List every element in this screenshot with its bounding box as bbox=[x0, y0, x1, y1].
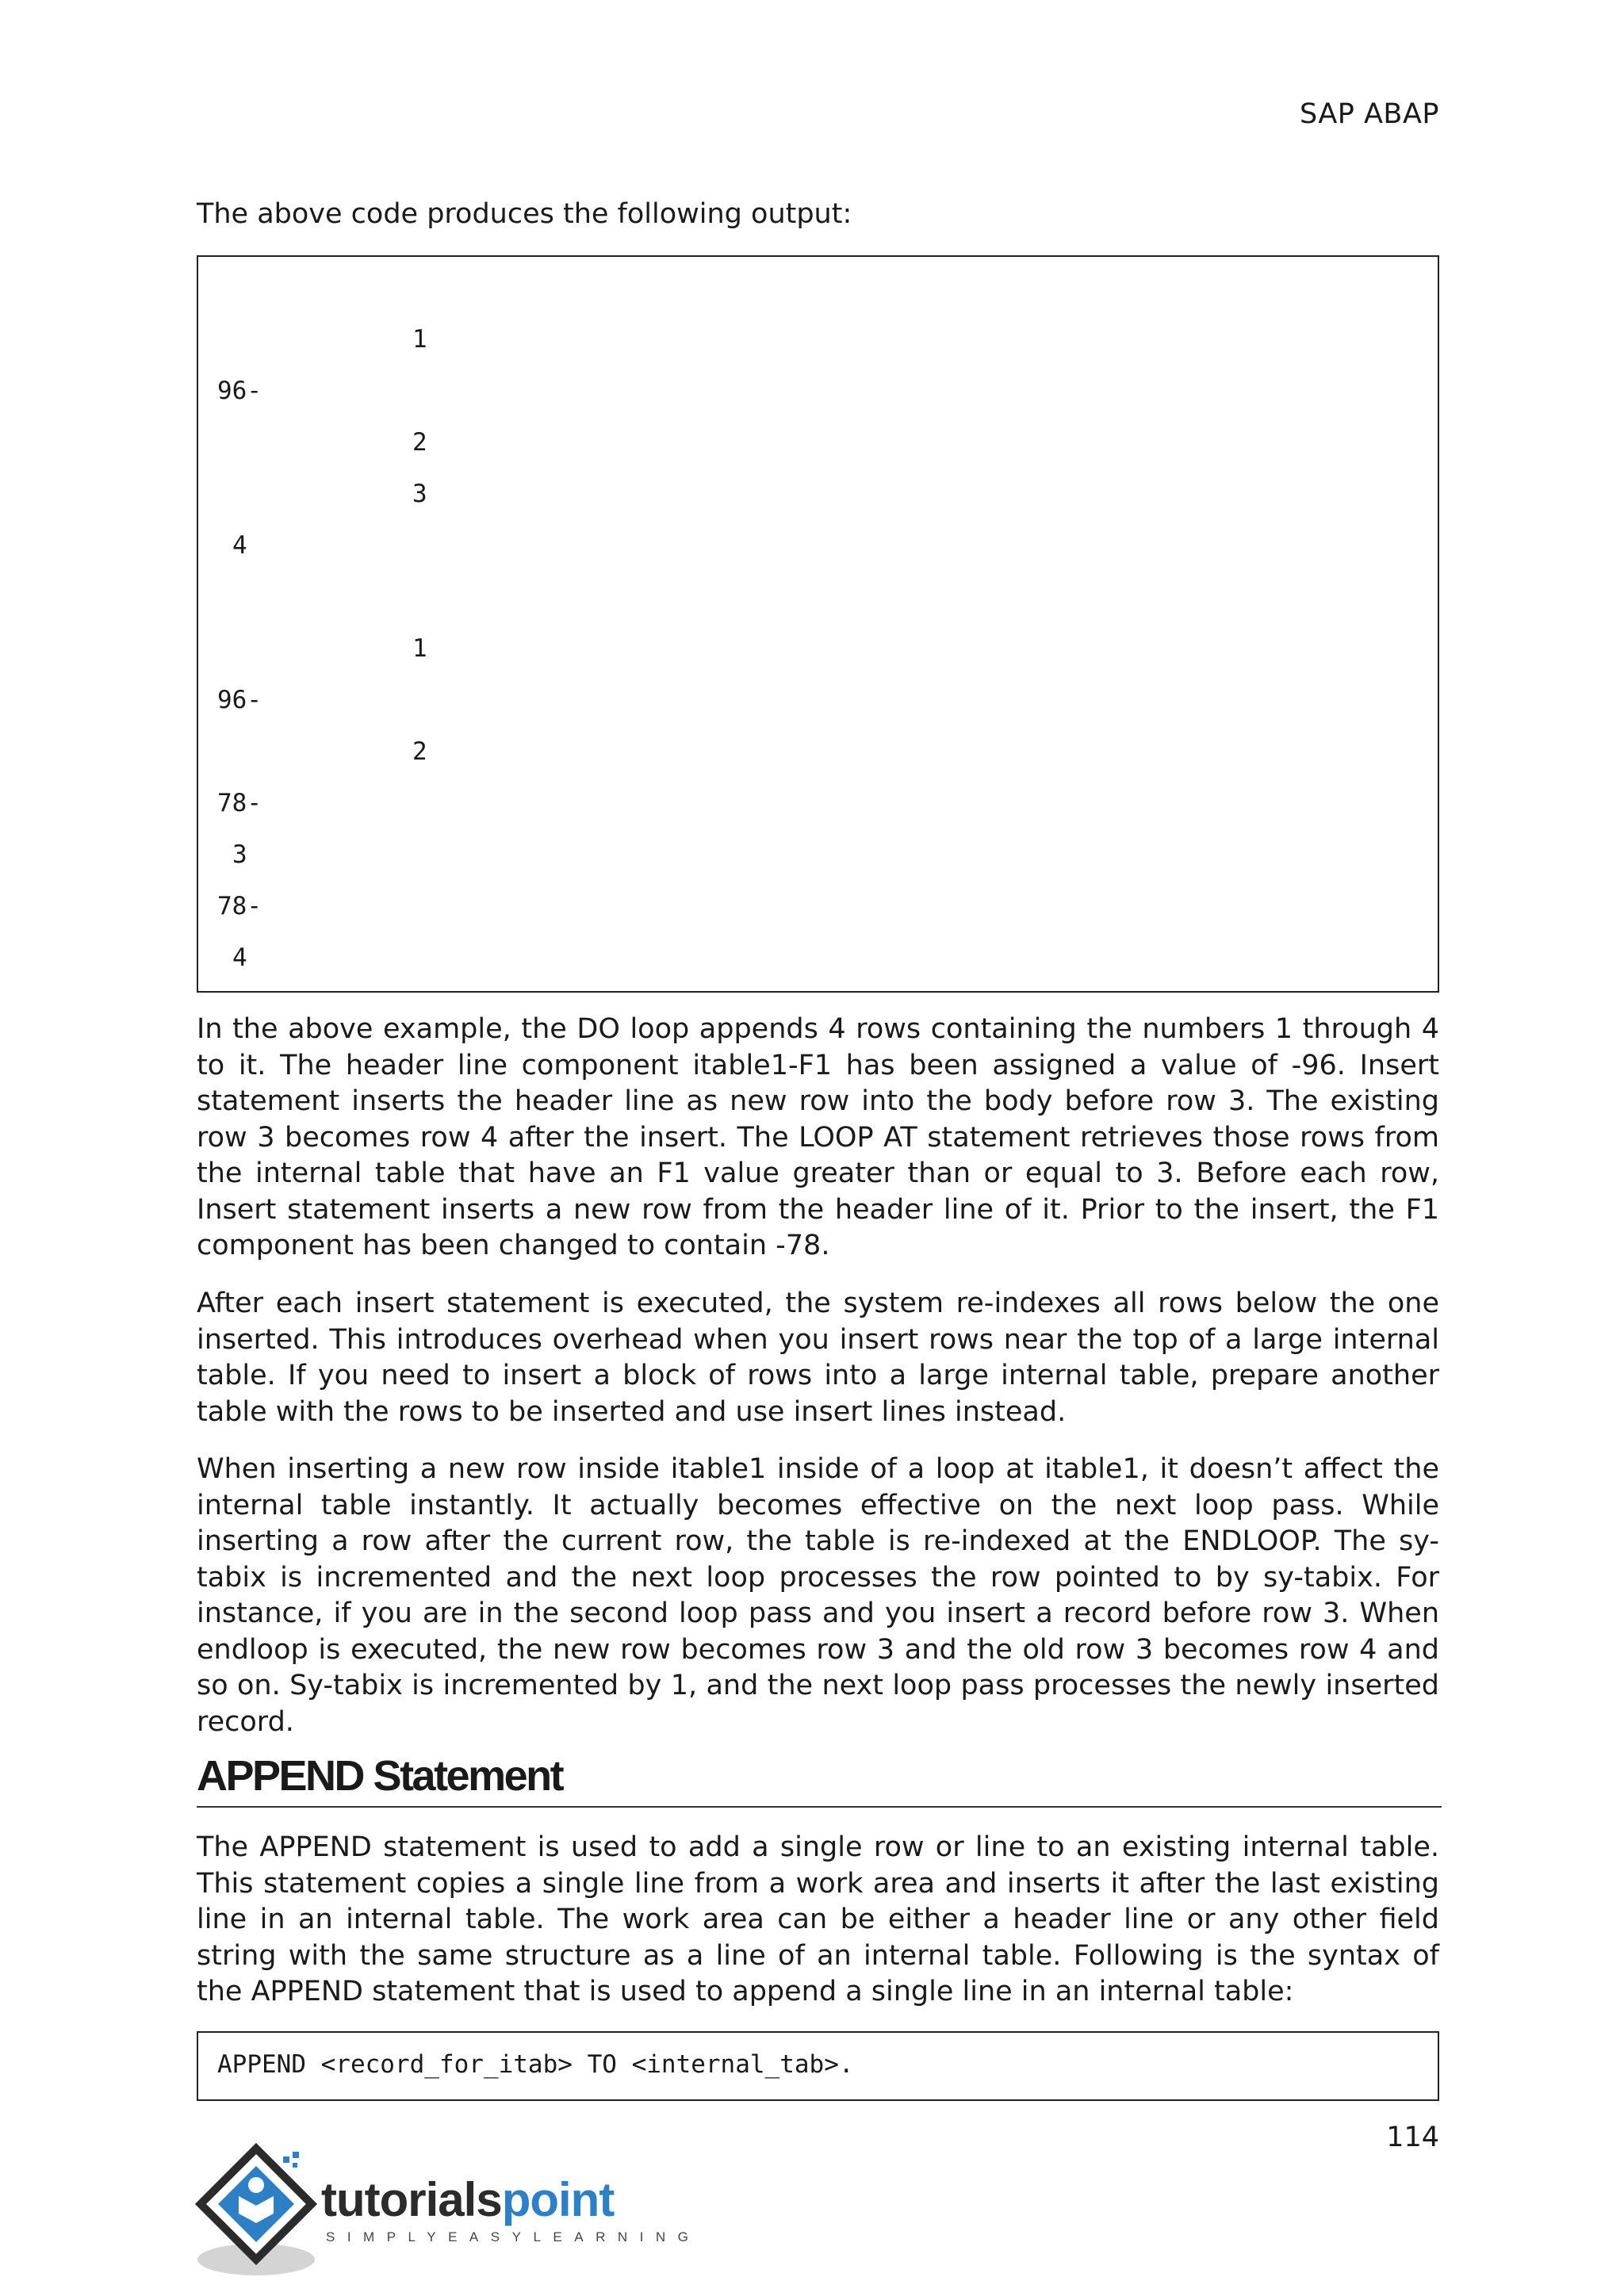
section-divider bbox=[197, 1806, 1442, 1808]
output-line: 4 bbox=[232, 943, 247, 972]
output-line: 3 bbox=[412, 480, 427, 508]
paragraph-reindex: After each insert statement is executed, the system re-indexes all rows below the one inserted. This introduces overhead when you insert rows near the top of a large internal table. If you need to insert a block of rows into a large internal table, prepare another table with the rows to be inserted and use insert lines instead. bbox=[197, 1288, 1439, 1428]
append-description: The APPEND statement is used to add a single row or line to an existing internal table. This statement copies a single line from a work area and inserts it after the last existing line in an internal table. The work area can be either a header line or any other field string with the same structure as a line of an internal table. Following is the syntax of the APPEND statement that is used to append a single line in an internal table: bbox=[197, 1831, 1439, 2007]
syntax-code: APPEND <record_for_itab> TO <internal_tab>. bbox=[217, 2050, 854, 2079]
output-line: 2 bbox=[412, 428, 427, 457]
output-line: 78- bbox=[217, 892, 262, 920]
output-line: 1 bbox=[412, 634, 427, 663]
logo-wordmark: tutorialspoint bbox=[321, 2173, 615, 2226]
output-line: 96- bbox=[217, 686, 262, 714]
output-line: 3 bbox=[232, 840, 247, 869]
page-number: 114 bbox=[1386, 2122, 1439, 2153]
output-line: 4 bbox=[232, 531, 247, 560]
section-title: APPEND Statement bbox=[197, 1752, 563, 1800]
paragraph-loop-insert: When inserting a new row inside itable1 inside of a loop at itable1, it doesn’t affect the internal table instantly. It actually becomes effective on the next loop pass. While inserting a row after the current row, the table is re-indexed at the ENDLOOP. The sy-tabix is incremented and the next loop processes the row pointed to by sy-tabix. For instance, if you are in the second loop pass and you insert a record before row 3. When endloop is executed, the new row becomes row 3 and the old row 3 becomes row 4 and so on. Sy-tabix is incremented by 1, and the next loop pass processes the newly inserted record. bbox=[197, 1453, 1439, 1738]
output-box bbox=[197, 255, 1439, 993]
output-line: 78- bbox=[217, 789, 262, 817]
paragraph-insert-example: In the above example, the DO loop appends 4 rows containing the numbers 1 through 4 to it. The header line component itable1-F1 has been assigned a value of -96. Insert statement inserts the header line as new row into the body before row 3. The existing row 3 becomes row 4 after the insert. The LOOP AT statement retrieves those rows from the internal table that have an F1 value greater than or equal to 3. Before each row, Insert statement inserts a new row from the header line of it. Prior to the insert, the F1 component has been changed to contain -78. bbox=[197, 1013, 1439, 1261]
running-header: SAP ABAP bbox=[1299, 98, 1439, 130]
tutorialspoint-logo bbox=[194, 2141, 701, 2283]
output-line: 96- bbox=[217, 377, 262, 405]
syntax-box bbox=[197, 2031, 1439, 2101]
intro-text: The above code produces the following output: bbox=[197, 198, 852, 230]
logo-diamond-icon bbox=[194, 2141, 321, 2283]
output-line: 1 bbox=[412, 325, 427, 354]
logo-tagline: SIMPLYEASYLEARNING bbox=[326, 2229, 701, 2244]
output-line: 2 bbox=[412, 737, 427, 766]
